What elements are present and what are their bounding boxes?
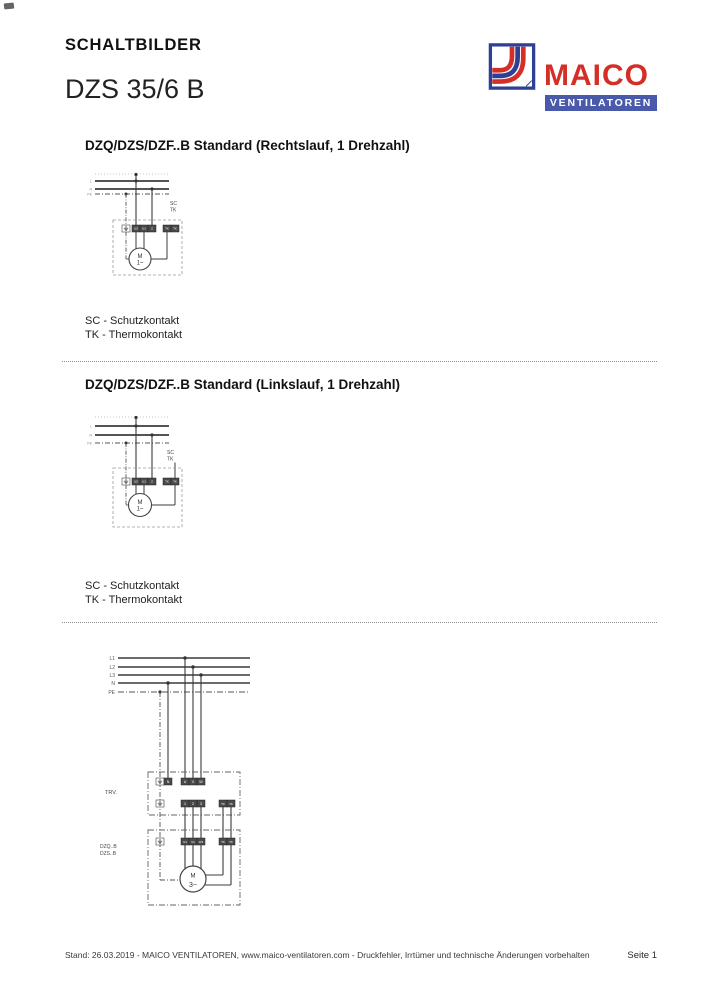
logo-brand-text: MAICO [544,59,649,92]
terminal-label: 3 [200,802,202,806]
bus-label: N [111,681,115,687]
terminal-label: Z [151,479,153,484]
scan-artifact-mark [4,2,15,9]
motor-letter: M [137,500,143,506]
terminal-label: U [183,780,187,784]
terminal-label: TK [173,226,177,231]
terminal-label: U1 [142,479,146,484]
legend-tk: TK - Thermokontakt [85,594,182,606]
terminal-label: TK [221,802,225,806]
motor-phase: 3~ [189,882,197,889]
terminal-label: Z [151,226,153,231]
motor-letter: M [137,254,143,260]
motor-phase: 1~ [136,506,144,513]
page-number: Seite 1 [627,950,657,961]
maico-duct-icon [488,43,536,90]
bus-label: L [90,179,92,184]
note-tk: TK [170,207,177,214]
terminal-label: TK [229,802,233,806]
bus-label: L1 [109,656,115,662]
terminal-label: TK [165,226,169,231]
fan-model-label: DZS..B [100,851,117,857]
fan-model-label: DZQ..B [100,844,117,850]
legend-2 [85,579,182,607]
terminal-label: W [199,780,203,784]
note-sc: SC [170,201,177,207]
wiring-diagram-three-phase [95,645,325,915]
terminal-label: V [191,780,195,784]
terminal-label: V1 [191,840,195,844]
legend-1 [85,314,182,342]
legend-sc: SC - Schutzkontakt [85,580,180,592]
note-sc: SC [167,450,174,456]
page-title: SCHALTBILDER [65,36,202,54]
terminal-label: U1 [183,840,187,844]
bus-label: L3 [109,673,115,679]
bus-label: L [90,424,92,429]
motor-letter: M [190,873,196,880]
bus-label: PE [87,441,92,446]
bus-label: PE [87,192,92,197]
section1-title: DZQ/DZS/DZF..B Standard (Rechtslauf, 1 Drehzahl) [85,138,410,153]
terminal-label: TK [165,479,169,484]
terminal-label: N [166,780,170,784]
terminal-label: U1 [142,226,146,231]
section2-title: DZQ/DZS/DZF..B Standard (Linkslauf, 1 Drehzahl) [85,377,401,392]
bus-label: PE [108,690,115,696]
dotted-divider [62,622,657,623]
note-tk: TK [167,456,174,463]
footer-imprint: Stand: 26.03.2019 - MAICO VENTILATOREN, www.maico-ventilatoren.com - Druckfehler, Irrtümer und technische Änderungen vorbehalten [65,950,590,960]
motor-phase: 1~ [136,260,144,267]
controller-label: TRV. [105,790,117,796]
terminal-label: 1 [184,802,186,806]
bus-label: L2 [109,665,115,671]
product-title: DZS 35/6 B [65,74,205,104]
logo-tagline: VENTILATOREN [545,95,657,111]
terminal-label: TK [221,840,225,844]
legend-tk: TK - Thermokontakt [85,329,182,341]
wiring-diagram-linkslauf [85,410,285,540]
bus-label: N [89,187,92,192]
terminal-label: W1 [198,840,204,844]
terminal-label: U2 [134,479,138,484]
bus-label: N [89,433,92,438]
maico-logo [488,40,660,114]
page-footer [65,950,657,961]
terminal-label: TK [229,840,233,844]
legend-sc: SC - Schutzkontakt [85,315,180,327]
wiring-diagram-rechtslauf [85,163,275,283]
terminal-label: U2 [134,226,138,231]
dotted-divider [62,361,657,362]
terminal-label: 2 [192,802,194,806]
terminal-label: TK [173,479,177,484]
